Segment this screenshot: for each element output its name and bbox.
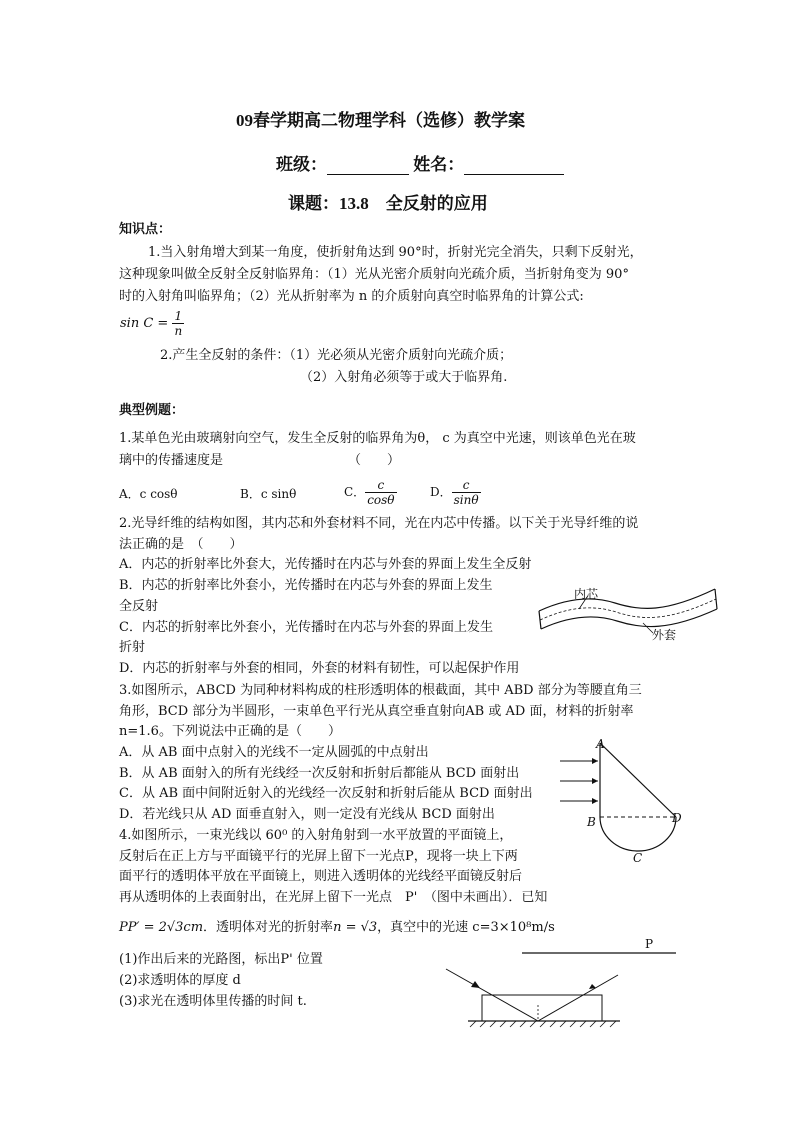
q3-option-b: B．从 AB 面射入的所有光线经一次反射和折射后都能从 BCD 面射出 <box>119 766 520 781</box>
q3-option-a: A．从 AB 面中点射入的光线不一定从圆弧的中点射出 <box>119 745 429 760</box>
q3-option-d: D．若光线只从 AD 面垂直射入，则一定没有光线从 BCD 面射出 <box>119 807 495 822</box>
knowledge-line: 2.产生全反射的条件：（1）光必须从光密介质射向光疏介质； <box>160 348 513 363</box>
prism-label-a: A <box>596 737 605 751</box>
class-name-line <box>276 150 564 175</box>
q1-option-d <box>430 474 481 510</box>
optical-fiber-figure <box>535 575 720 645</box>
knowledge-line: 1.当入射角增大到某一角度，使折射角达到 90°时，折射光完全消失，只剩下反射光， <box>148 245 643 260</box>
prism-figure <box>560 735 700 870</box>
q4-line: 反射后在正上方与平面镜平行的光屏上留下一光点P，现将一块上下两 <box>119 849 518 864</box>
q1-option-a: A．c cosθ <box>119 487 178 501</box>
q4-line: 再从透明体的上表面射出，在光屏上留下一光点 P' （图中未画出）．已知 <box>119 890 548 905</box>
fiber-core-label: 内芯 <box>574 587 599 601</box>
q3-line: 角形，BCD 部分为半圆形，一束单色平行光从真空垂直射向AB 或 AD 面，材料的折射率 <box>119 704 634 719</box>
q3-option-c: C．从 AB 面中间附近射入的光线经一次反射和折射后能从 BCD 面射出 <box>119 786 533 801</box>
q4-line: 面平行的透明体平放在平面镜上，则进入透明体的光线经平面镜反射后 <box>119 869 523 884</box>
q1-option-d-label: D． <box>430 485 452 499</box>
q2-option-b-cont: 全反射 <box>119 599 159 614</box>
q3-line: 3.如图所示，ABCD 为同种材料构成的柱形透明体的根截面，其中 ABD 部分为等腰直角三 <box>119 683 642 698</box>
q1-line: 璃中的传播速度是 <box>119 453 224 468</box>
q2-line: 2.光导纤维的结构如图，其内芯和外套材料不同，光在内芯中传播。以下关于光导纤维的说 <box>119 516 639 531</box>
q1-option-c <box>344 474 397 510</box>
q4-sub-3: (3)求光在透明体里传播的时间 t. <box>119 994 307 1009</box>
q1-option-c-numerator: c <box>365 478 396 493</box>
q4-sub-2: (2)求透明体的厚度 d <box>119 973 241 988</box>
prism-label-c: C <box>633 851 643 865</box>
q4-pp-distance: PP′ = 2√3cm <box>119 920 204 935</box>
examples-heading: 典型例题： <box>119 403 185 418</box>
knowledge-line: 时的入射角叫临界角；（2）光从折射率为 n 的介质射向真空时临界角的计算公式: <box>119 289 584 304</box>
q2-option-c-cont: 折射 <box>119 640 146 655</box>
q3-line: n=1.6。下列说法中正确的是（ ） <box>119 724 341 739</box>
q2-option-d: D．内芯的折射率与外套的相同，外套的材料有韧性，可以起保护作用 <box>119 661 520 676</box>
formula-lhs: sin C = <box>120 316 169 331</box>
knowledge-line: （2）入射角必须等于或大于临界角. <box>300 370 508 385</box>
q1-option-c-label: C． <box>344 485 366 499</box>
knowledge-heading: 知识点： <box>119 222 172 237</box>
q4-given-line <box>119 918 555 938</box>
q1-option-d-denominator: sinθ <box>453 493 479 507</box>
prism-label-d: D <box>672 811 682 825</box>
formula-numerator: 1 <box>172 309 184 324</box>
name-label: 姓名： <box>413 155 465 174</box>
q1-line: 1.某单色光由玻璃射向空气，发生全反射的临界角为θ， c 为真空中光速，则该单色光在玻 <box>119 431 636 446</box>
q4-line: 4.如图所示，一束光线以 60⁰ 的入射角射到一水平放置的平面镜上， <box>119 828 513 843</box>
prism-label-b: B <box>587 815 596 829</box>
q2-option-c: C．内芯的折射率比外套小，光传播时在内芯与外套的界面上发生 <box>119 620 493 635</box>
q4-sub-1: (1)作出后来的光路图，标出P' 位置 <box>119 952 323 967</box>
formula-fraction <box>172 309 184 338</box>
q4-given-text: ．透明体对光的折射率 <box>203 920 334 935</box>
q1-option-d-numerator: c <box>452 478 481 493</box>
name-blank[interactable] <box>464 158 564 175</box>
formula-denominator: n <box>174 324 183 338</box>
q2-option-a: A．内芯的折射率比外套大，光传播时在内芯与外套的界面上发生全反射 <box>119 557 532 572</box>
q1-option-b: B．c sinθ <box>240 487 297 501</box>
q2-line: 法正确的是 （ ） <box>119 537 243 552</box>
critical-angle-formula <box>120 306 184 342</box>
q1-answer-paren: （ ） <box>348 453 401 468</box>
class-label: 班级： <box>276 155 327 174</box>
knowledge-line: 这种现象叫做全反射全反射临界角：（1）光从光密介质射向光疏介质，当折射角变为 90° <box>119 267 629 282</box>
fiber-cladding-label: 外套 <box>652 628 677 642</box>
document-title: 09春学期高二物理学科（选修）教学案 <box>236 111 525 130</box>
screen-point-p-label: P <box>645 937 654 951</box>
q4-light-speed: ，真空中的光速 c=3×10⁸m/s <box>377 920 555 935</box>
topic-title: 课题：13.8 全反射的应用 <box>288 194 488 213</box>
q1-option-c-denominator: cosθ <box>367 493 395 507</box>
q4-refractive-index: n = √3 <box>333 920 378 935</box>
class-blank[interactable] <box>327 158 409 175</box>
q2-option-b: B．内芯的折射率比外套小，光传播时在内芯与外套的界面上发生 <box>119 578 493 593</box>
mirror-slab-figure <box>440 945 680 1030</box>
